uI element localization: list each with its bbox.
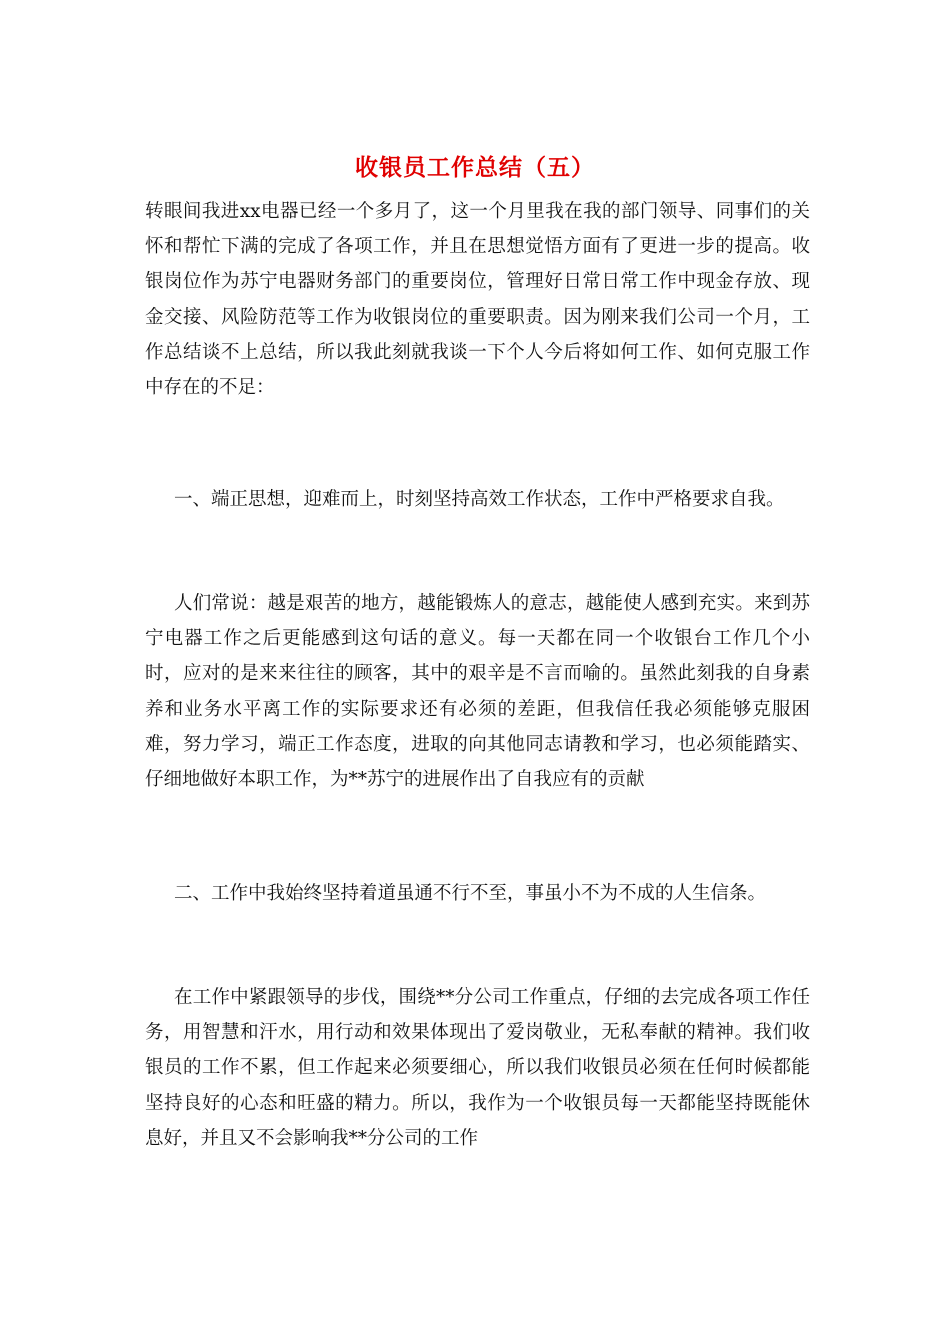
section-one-paragraph: 人们常说：越是艰苦的地方，越能锻炼人的意志，越能使人感到充实。来到苏宁电器工作之后更能感到这句话的意义。每一天都在同一个收银台工作几个小时，应对的是来来往往的顾客，其中的艰辛是不言而喻的。虽然此刻我的自身素养和业务水平离工作的实际要求还有必须的差距，但我信任我必须能够克服困难，努力学习，端正工作态度，进取的向其他同志请教和学习，也必须能踏实、仔细地做好本职工作，为**苏宁的进展作出了自我应有的贡献 xyxy=(145,593,810,791)
section-one-heading: 一、端正思想，迎难而上，时刻坚持高效工作状态，工作中严格要求自我。 xyxy=(174,489,785,510)
section-two-heading: 二、工作中我始终坚持着道虽通不行不至，事虽小不为不成的人生信条。 xyxy=(174,883,767,904)
section-two-paragraph: 在工作中紧跟领导的步伐，围绕**分公司工作重点，仔细的去完成各项工作任务，用智慧和汗水，用行动和效果体现出了爱岗敬业，无私奉献的精神。我们收银员的工作不累，但工作起来必须要细心，所以我们收银员必须在任何时候都能坚持良好的心态和旺盛的精力。所以，我作为一个收银员每一天都能坚持既能休息好，并且又不会影响我**分公司的工作 xyxy=(145,987,810,1149)
document-title: 收银员工作总结（五） xyxy=(355,154,595,181)
intro-paragraph: 转眼间我进xx电器已经一个多月了，这一个月里我在我的部门领导、同事们的关怀和帮忙下满的完成了各项工作，并且在思想觉悟方面有了更进一步的提高。收银岗位作为苏宁电器财务部门的重要岗位，管理好日常日常工作中现金存放、现金交接、风险防范等工作为收银岗位的重要职责。因为刚来我们公司一个月，工作总结谈不上总结，所以我此刻就我谈一下个人今后将如何工作、如何克服工作中存在的不足： xyxy=(145,201,810,399)
